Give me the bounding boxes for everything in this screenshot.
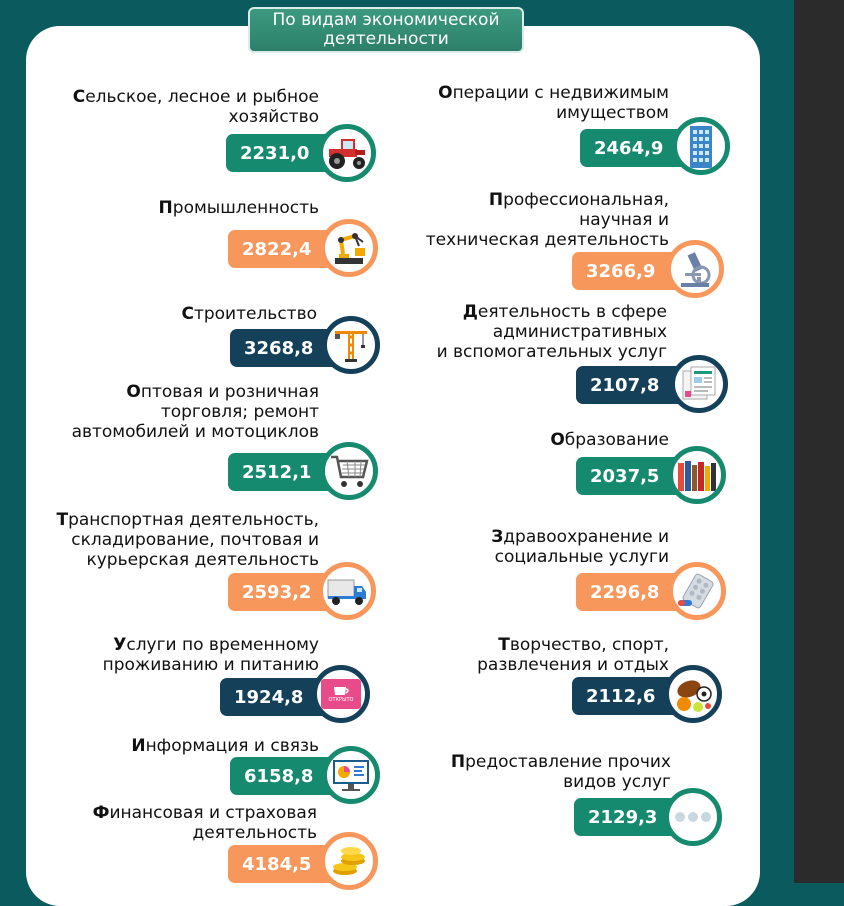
label-trade: Оптовая и розничная торговля; ремонт автомобилей и мотоциклов (71, 382, 319, 442)
documents-icon (670, 355, 728, 413)
value-agriculture: 2231,0 (226, 134, 348, 172)
ellipsis-icon (664, 788, 722, 846)
open-sign-text: ОТКРЫТО (328, 697, 354, 703)
label-professional: Профессиональная, научная и техническая деятельность (425, 190, 669, 250)
books-icon (668, 446, 726, 504)
sports-balls-icon (664, 665, 722, 723)
label-education: Образование (550, 430, 669, 450)
value-industry: 2822,4 (228, 230, 348, 268)
label-administrative: Деятельность в сфере административных и вспомогательных услуг (436, 302, 667, 362)
monitor-icon (322, 746, 380, 804)
label-finance: Финансовая и страховая деятельность (92, 803, 317, 843)
value-other-services: 2129,3 (574, 798, 694, 836)
value-real-estate: 2464,9 (580, 129, 700, 167)
label-leisure: Творчество, спорт, развлечения и отдых (477, 635, 669, 675)
building-icon (672, 117, 730, 175)
industrial-robot-icon (320, 219, 378, 277)
value-transport: 2593,2 (228, 573, 348, 611)
background-edge (778, 0, 794, 883)
value-trade: 2512,1 (228, 453, 348, 491)
value-health: 2296,8 (576, 573, 696, 611)
label-industry: Промышленность (158, 198, 319, 218)
label-other-services: Предоставление прочих видов услуг (450, 752, 671, 792)
microscope-icon (666, 240, 724, 298)
crane-icon (322, 316, 380, 374)
coins-icon (320, 832, 378, 890)
pills-icon (668, 562, 726, 620)
value-finance: 4184,5 (228, 845, 348, 883)
value-professional: 3266,9 (572, 252, 694, 290)
label-health: Здравоохранение и социальные услуги (491, 527, 669, 567)
shopping-cart-icon (320, 442, 378, 500)
value-accommodation: 1924,8 (220, 678, 340, 716)
value-administrative: 2107,8 (576, 366, 696, 404)
value-construction: 3268,8 (230, 329, 350, 367)
label-transport: Транспортная деятельность, складирование, почтовая и курьерская деятельность (56, 510, 319, 570)
label-information: Информация и связь (131, 736, 319, 756)
section-title: По видам экономической деятельности (248, 7, 524, 53)
label-real-estate: Операции с недвижимым имуществом (438, 83, 669, 123)
value-information: 6158,8 (230, 757, 350, 795)
label-construction: Строительство (181, 304, 317, 324)
value-leisure: 2112,6 (572, 677, 692, 715)
label-agriculture: Сельское, лесное и рыбное хозяйство (72, 87, 319, 127)
delivery-truck-icon (318, 562, 376, 620)
tractor-icon (318, 124, 376, 182)
label-accommodation: Услуги по временному проживанию и питанию (102, 635, 319, 675)
value-education: 2037,5 (576, 457, 696, 495)
scrollbar-strip[interactable] (794, 0, 844, 883)
cafe-sign-icon (312, 665, 370, 723)
